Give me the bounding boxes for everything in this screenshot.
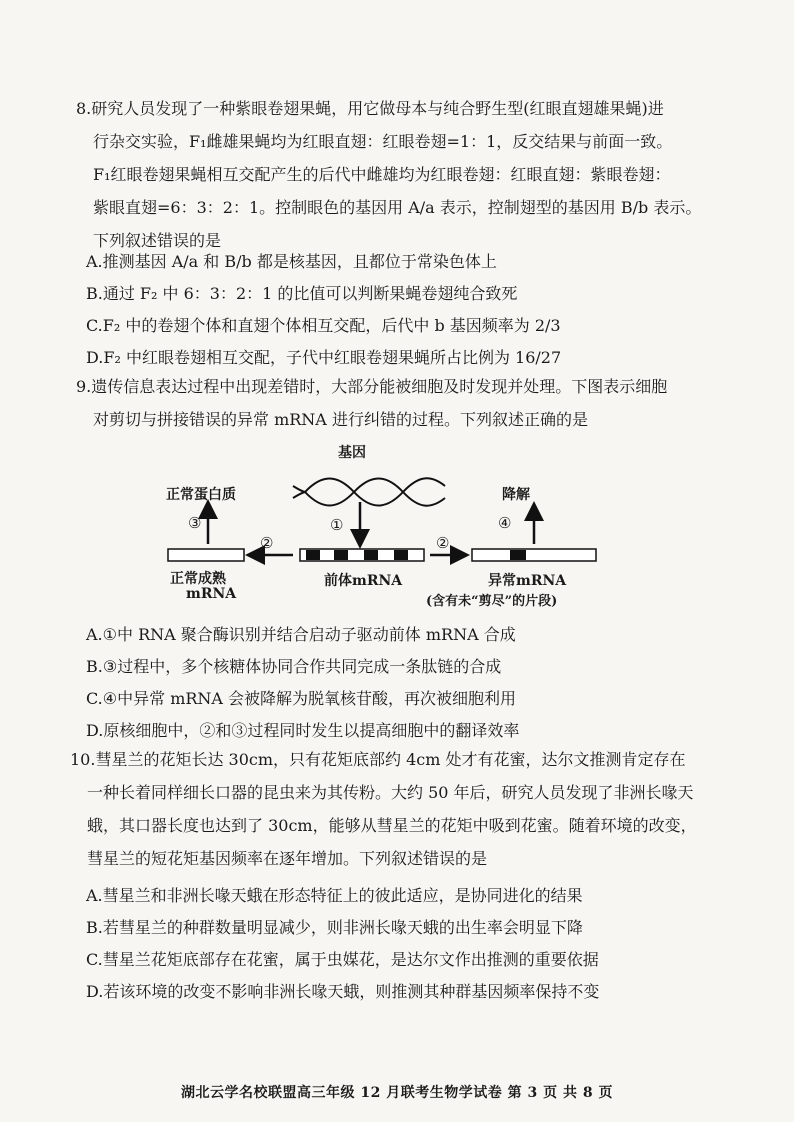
question-8-line: 8.研究人员发现了一种紫眼卷翅果蝇，用它做母本与纯合野生型(红眼直翅雄果蝇)进 xyxy=(76,99,664,118)
abnormal-mrna-note: (含有未“剪尽”的片段) xyxy=(426,594,558,609)
degrade-label: 降解 xyxy=(502,487,530,503)
abnormal-mrna-label: 异常mRNA xyxy=(488,573,567,589)
question-8-option-c: C.F₂ 中的卷翅个体和直翅个体相互交配，后代中 b 基因频率为 2/3 xyxy=(86,316,561,335)
page-footer: 湖北云学名校联盟高三年级 12 月联考生物学试卷 第 3 页 共 8 页 xyxy=(181,1085,613,1101)
normal-mrna-label-2: mRNA xyxy=(186,586,237,602)
normal-mrna-bar xyxy=(168,549,244,561)
question-10-option-d: D.若该环境的改变不影响非洲长喙天蛾，则推测其种群基因频率保持不变 xyxy=(86,982,600,1001)
question-8-line: F₁红眼卷翅果蝇相互交配产生的后代中雌雄均为红眼卷翅：红眼直翅：紫眼卷翅： xyxy=(93,165,671,184)
question-10-line: 一种长着同样细长口器的昆虫来为其传粉。大约 50 年后，研究人员发现了非洲长喙天 xyxy=(87,783,694,802)
question-10 xyxy=(70,743,770,875)
question-9 xyxy=(76,370,766,436)
question-9-line: 9.遗传信息表达过程中出现差错时，大部分能被细胞及时发现并处理。下图表示细胞 xyxy=(76,377,668,396)
precursor-mrna-bar xyxy=(300,549,424,561)
precursor-mrna-label: 前体mRNA xyxy=(324,573,403,589)
question-10-line: 10.彗星兰的花矩长达 30cm，只有花矩底部约 4cm 处才有花蜜，达尔文推测肯定存在 xyxy=(70,750,686,769)
question-8-line: 紫眼直翅=6：3：2：1。控制眼色的基因用 A/a 表示，控制翅型的基因用 B/b 表示。 xyxy=(93,198,702,217)
question-10-option-b: B.若彗星兰的种群数量明显减少，则非洲长喙天蛾的出生率会明显下降 xyxy=(86,918,583,937)
question-8-option-b: B.通过 F₂ 中 6：3：2：1 的比值可以判断果蝇卷翅纯合致死 xyxy=(86,284,518,303)
question-10-line: 彗星兰的短花矩基因频率在逐年增加。下列叙述错误的是 xyxy=(87,849,488,868)
mrna-correction-diagram xyxy=(160,440,620,618)
question-9-line: 对剪切与拼接错误的异常 mRNA 进行纠错的过程。下列叙述正确的是 xyxy=(93,410,588,429)
question-9-option-a: A.①中 RNA 聚合酶识别并结合启动子驱动前体 mRNA 合成 xyxy=(86,625,516,644)
question-9-option-b: B.③过程中，多个核糖体协同合作共同完成一条肽链的合成 xyxy=(86,657,502,676)
question-8-line: 行杂交实验，F₁雌雄果蝇均为红眼直翅：红眼卷翅=1：1，反交结果与前面一致。 xyxy=(93,132,673,151)
step2a-label: ② xyxy=(260,534,274,552)
step3-label: ③ xyxy=(188,514,202,532)
normal-protein-label: 正常蛋白质 xyxy=(166,487,236,503)
normal-mrna-label-1: 正常成熟 xyxy=(170,571,226,587)
question-9-option-c: C.④中异常 mRNA 会被降解为脱氧核苷酸，再次被细胞利用 xyxy=(86,689,517,708)
gene-label: 基因 xyxy=(338,445,366,461)
step4-label: ④ xyxy=(498,514,512,532)
abnormal-mrna-bar xyxy=(472,549,596,561)
question-8 xyxy=(76,92,766,257)
question-8-line: 下列叙述错误的是 xyxy=(93,231,222,250)
question-10-option-c: C.彗星兰花矩底部存在花蜜，属于虫媒花，是达尔文作出推测的重要依据 xyxy=(86,950,599,969)
step1-label: ① xyxy=(330,516,344,534)
question-10-option-a: A.彗星兰和非洲长喙天蛾在形态特征上的彼此适应，是协同进化的结果 xyxy=(86,886,583,905)
step2b-label: ② xyxy=(436,534,450,552)
question-8-option-a: A.推测基因 A/a 和 B/b 都是核基因，且都位于常染色体上 xyxy=(86,252,497,271)
question-9-option-d: D.原核细胞中，②和③过程同时发生以提高细胞中的翻译效率 xyxy=(86,721,520,740)
question-8-option-d: D.F₂ 中红眼卷翅相互交配，子代中红眼卷翅果蝇所占比例为 16/27 xyxy=(86,348,562,367)
question-10-line: 蛾，其口器长度也达到了 30cm，能够从彗星兰的花矩中吸到花蜜。随着环境的改变， xyxy=(87,816,697,835)
gene-helix xyxy=(293,478,445,505)
